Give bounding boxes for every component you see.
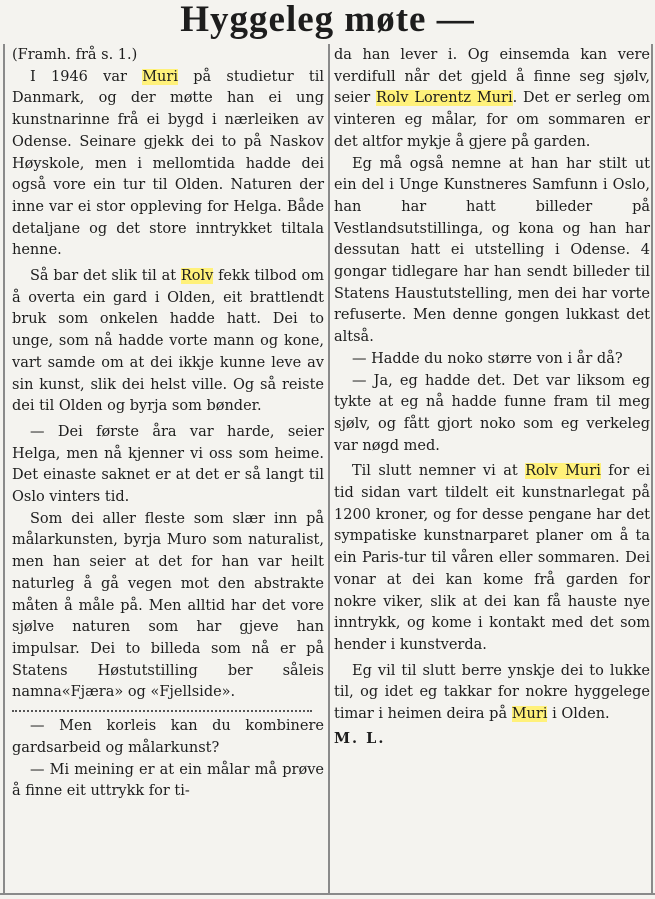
paragraph: — Mi meining er at ein målar må prøve å finne eit uttrykk for ti- — [12, 761, 324, 800]
right-border — [651, 44, 653, 894]
continuation-note: (Framh. frå s. 1.) — [12, 47, 138, 63]
paragraph: — Dei første åra var harde, seier Helga, men nå kjenner vi oss som heime. Det einaste saknet er at det er så langt til Oslo vinters tid. — [12, 423, 324, 506]
paragraph: — Men korleis kan du kombinere gardsarbeid og målarkunst? — [12, 718, 324, 756]
text: i Olden. — [547, 706, 610, 723]
text: Så bar det slik til at — [30, 268, 181, 285]
bottom-border — [0, 893, 655, 895]
highlighted-name: Muri — [511, 706, 548, 723]
paragraph: — Hadde du noko større von i år då? — [352, 350, 623, 367]
paragraph: Som dei aller fleste som slær inn på målarkunsten, byrja Muro som naturalist, men han seier at det for han var heilt naturleg å gå vegen mot den abstrakte måten å måle på. Men alltid har det vore sjølve naturen som har gjeve han impulsar. Dei to billeda som nå er på Statens Høstutstilling ber såleis namna«Fjæra» og «Fjellside». — [12, 510, 324, 701]
text: I 1946 var — [30, 68, 143, 85]
highlighted-name: Rolv Lorentz Muri — [376, 90, 513, 107]
text: på studietur til Danmark, og der møtte han ei ung kunstnarinne frå ei bygd i nærleiken av Odense. Seinare gjekk dei to på Naskov Høyskole, men i mellomtida hadde dei også vore ein tur til Olden. Naturen der inne var ei stor oppleving for Helga. Både detaljane og det store inntrykket tiltala henne. — [12, 68, 324, 259]
highlighted-name: Rolv Muri — [525, 463, 601, 480]
headline: Hyggeleg møte — — [180, 0, 475, 40]
text: for ei tid sidan vart tildelt eit kunstnarlegat på 1200 kroner, og for desse pengane har det sympatiske kunstnarparet planer om å ta ein Paris-tur til våren eller sommaren. Dei vonar at dei kan kome frå garden for nokre viker, slik at dei kan få hauste nye inntrykk, og kome i kontakt med det som hender i kunstverda. — [334, 463, 651, 653]
left-column — [12, 45, 324, 803]
text: . Det er serleg om vinteren eg målar, for om sommaren er det altfor mykje å gjere på garden. — [334, 90, 651, 150]
author-signature: M. L. — [334, 729, 386, 747]
highlighted-name: Rolv — [180, 268, 214, 285]
column-divider — [328, 44, 330, 894]
paragraph — [334, 461, 650, 656]
highlighted-name: Muri — [142, 68, 178, 85]
paragraph: — Ja, eg hadde det. Det var liksom eg tykte at eg nå hadde funne fram til meg sjølv, og fått gjort noko som eg verkeleg var nøgd med. — [334, 372, 650, 454]
left-border — [3, 44, 5, 894]
dotted-separator — [12, 710, 312, 714]
paragraph — [12, 67, 324, 262]
right-column — [334, 45, 650, 750]
paragraph — [334, 45, 650, 154]
text: Eg vil til slutt berre ynskje dei to lukke til, og idet eg takkar for nokre hyggelege timar i heimen deira på — [334, 662, 650, 723]
paragraph — [334, 661, 650, 726]
paragraph — [12, 266, 324, 418]
text: Til slutt nemner vi at — [352, 463, 526, 480]
paragraph: Eg må også nemne at han har stilt ut ein del i Unge Kunstneres Samfunn i Oslo, han har hatt billeder på Vestlandsutstillinga, og kona og han har dessutan hatt ei utstelling i Odense. 4 gongar tidlegare har han sendt billeder til Statens Haustutstelling, men dei har vorte refuserte. Men denne gongen lukkast det altså. — [334, 155, 650, 346]
text: da han lever i. Og einsemda kan vere verdifull når det gjeld å finne seg sjølv, seier — [334, 47, 650, 107]
text: fekk tilbod om å overta ein gard i Olden, eit brattlendt bruk som onkelen hadde hatt. Dei to unge, som nå hadde vorte mann og kone, vart samde om at dei ikkje kunne leve av sin kunst, slik dei helst ville. Og så reiste dei til Olden og byrja som bønder. — [12, 268, 324, 415]
